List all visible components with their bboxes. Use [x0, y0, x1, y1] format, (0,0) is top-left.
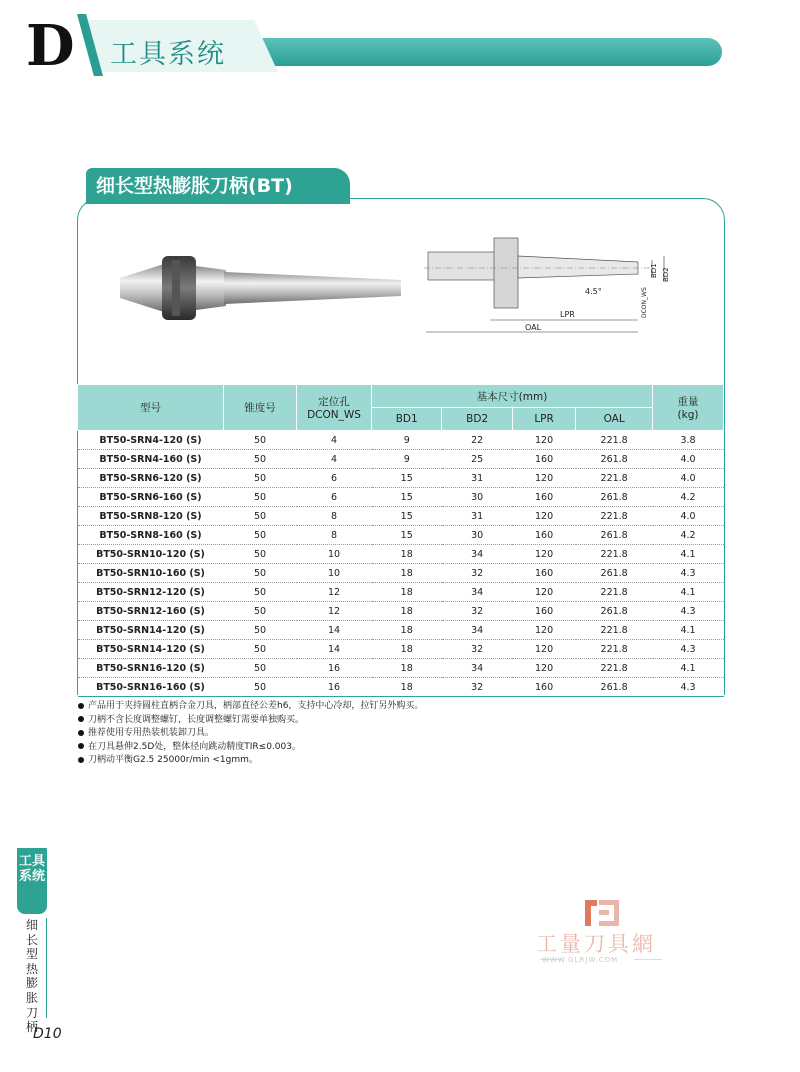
cell-lpr: 120	[512, 621, 575, 640]
cell-lpr: 120	[512, 659, 575, 678]
cell-weight: 4.3	[653, 678, 724, 697]
product-photo	[116, 248, 406, 328]
col-dcon	[297, 385, 372, 431]
table-row	[78, 545, 724, 564]
table-row	[78, 526, 724, 545]
cell-bd2: 34	[442, 621, 512, 640]
cell-lpr: 120	[512, 507, 575, 526]
cell-bd1: 15	[372, 488, 442, 507]
cell-model: BT50-SRN12-160 (S)	[78, 602, 224, 621]
cell-weight: 4.1	[653, 659, 724, 678]
col-taper: 锥度号	[224, 385, 297, 431]
cell-oal: 221.8	[576, 621, 653, 640]
cell-model: BT50-SRN10-160 (S)	[78, 564, 224, 583]
col-weight-line2: (kg)	[677, 409, 699, 421]
col-oal: OAL	[576, 408, 653, 431]
cell-weight: 4.3	[653, 640, 724, 659]
cell-oal: 221.8	[576, 659, 653, 678]
cell-dcon: 6	[297, 488, 372, 507]
cell-bd1: 18	[372, 583, 442, 602]
cell-taper: 50	[224, 678, 297, 697]
cell-taper: 50	[224, 659, 297, 678]
table-row	[78, 488, 724, 507]
col-dcon-line1: 定位孔	[318, 396, 350, 408]
cell-oal: 221.8	[576, 640, 653, 659]
cell-model: BT50-SRN4-160 (S)	[78, 450, 224, 469]
cell-model: BT50-SRN10-120 (S)	[78, 545, 224, 564]
cell-bd1: 15	[372, 507, 442, 526]
cell-model: BT50-SRN4-120 (S)	[78, 431, 224, 450]
chapter-letter: D	[26, 13, 75, 79]
cell-dcon: 6	[297, 469, 372, 488]
cell-taper: 50	[224, 545, 297, 564]
cell-weight: 4.3	[653, 564, 724, 583]
bullet-icon	[78, 716, 84, 722]
table-row	[78, 602, 724, 621]
cell-taper: 50	[224, 488, 297, 507]
cell-model: BT50-SRN6-160 (S)	[78, 488, 224, 507]
cell-weight: 4.0	[653, 507, 724, 526]
cell-oal: 221.8	[576, 545, 653, 564]
note-text: 刀柄动平衡G2.5 25000r/min <1gmm。	[88, 755, 258, 765]
note-item	[78, 714, 423, 728]
side-vertical-label: 细长型热膨胀刀柄	[25, 918, 38, 1035]
cell-oal: 261.8	[576, 526, 653, 545]
notes-list	[78, 700, 423, 768]
cell-lpr: 120	[512, 640, 575, 659]
bullet-icon	[78, 743, 84, 749]
cell-bd2: 30	[442, 488, 512, 507]
section-title: 细长型热膨胀刀柄(BT)	[86, 168, 350, 204]
table-row	[78, 678, 724, 697]
col-weight	[653, 385, 724, 431]
cell-model: BT50-SRN6-120 (S)	[78, 469, 224, 488]
cell-dcon: 8	[297, 507, 372, 526]
col-bd1: BD1	[372, 408, 442, 431]
cell-dcon: 8	[297, 526, 372, 545]
bd1-label: BD1	[650, 263, 658, 278]
col-dcon-line2: DCON_WS	[307, 409, 361, 421]
col-dims: 基本尺寸(mm)	[372, 385, 653, 408]
cell-taper: 50	[224, 621, 297, 640]
cell-oal: 261.8	[576, 678, 653, 697]
cell-bd1: 15	[372, 469, 442, 488]
cell-bd2: 34	[442, 583, 512, 602]
cell-dcon: 14	[297, 621, 372, 640]
cell-bd1: 18	[372, 678, 442, 697]
cell-oal: 261.8	[576, 564, 653, 583]
cell-model: BT50-SRN8-160 (S)	[78, 526, 224, 545]
note-text: 推荐使用专用热装机装卸刀具。	[88, 728, 215, 738]
bd2-label: BD2	[662, 267, 670, 282]
cell-taper: 50	[224, 640, 297, 659]
cell-dcon: 16	[297, 659, 372, 678]
col-lpr: LPR	[512, 408, 575, 431]
side-divider	[46, 918, 47, 1018]
cell-taper: 50	[224, 431, 297, 450]
table-row	[78, 431, 724, 450]
cell-lpr: 160	[512, 564, 575, 583]
bullet-icon	[78, 703, 84, 709]
cell-lpr: 120	[512, 431, 575, 450]
table-row	[78, 640, 724, 659]
cell-model: BT50-SRN8-120 (S)	[78, 507, 224, 526]
note-text: 在刀具悬伸2.5D处，整体径向跳动精度TIR≤0.003。	[88, 741, 301, 752]
cell-bd2: 22	[442, 431, 512, 450]
cell-oal: 261.8	[576, 602, 653, 621]
cell-lpr: 120	[512, 545, 575, 564]
bullet-icon	[78, 757, 84, 763]
note-item	[78, 700, 423, 714]
note-text: 刀柄不含长度调整螺钉，长度调整螺钉需要单独购买。	[88, 714, 305, 725]
cell-lpr: 160	[512, 488, 575, 507]
cell-bd2: 34	[442, 545, 512, 564]
cell-bd2: 32	[442, 602, 512, 621]
side-tab: 工具系统	[17, 848, 47, 914]
cell-taper: 50	[224, 564, 297, 583]
cell-model: BT50-SRN14-120 (S)	[78, 621, 224, 640]
cell-bd1: 18	[372, 659, 442, 678]
cell-bd1: 18	[372, 564, 442, 583]
cell-bd1: 18	[372, 640, 442, 659]
cell-oal: 221.8	[576, 469, 653, 488]
cell-dcon: 12	[297, 602, 372, 621]
cell-lpr: 160	[512, 526, 575, 545]
cell-dcon: 16	[297, 678, 372, 697]
cell-bd1: 9	[372, 450, 442, 469]
cell-model: BT50-SRN16-160 (S)	[78, 678, 224, 697]
cell-taper: 50	[224, 450, 297, 469]
note-item	[78, 754, 423, 768]
watermark-name: 工量刀具網	[536, 932, 656, 956]
col-model: 型号	[78, 385, 224, 431]
table-row	[78, 583, 724, 602]
table-row	[78, 564, 724, 583]
cell-taper: 50	[224, 583, 297, 602]
cell-bd2: 25	[442, 450, 512, 469]
cell-weight: 4.2	[653, 526, 724, 545]
cell-bd2: 31	[442, 507, 512, 526]
cell-oal: 221.8	[576, 583, 653, 602]
cell-model: BT50-SRN12-120 (S)	[78, 583, 224, 602]
note-item	[78, 741, 423, 755]
cell-taper: 50	[224, 469, 297, 488]
cell-oal: 261.8	[576, 488, 653, 507]
watermark-rule-right	[634, 959, 662, 960]
cell-bd1: 9	[372, 431, 442, 450]
bullet-icon	[78, 730, 84, 736]
cell-bd2: 32	[442, 564, 512, 583]
cell-lpr: 160	[512, 678, 575, 697]
note-item	[78, 727, 423, 741]
cell-dcon: 12	[297, 583, 372, 602]
technical-drawing	[420, 232, 670, 342]
cell-dcon: 4	[297, 431, 372, 450]
dcon-label: DCON_WS	[641, 287, 648, 318]
cell-taper: 50	[224, 526, 297, 545]
cell-bd2: 31	[442, 469, 512, 488]
cell-bd2: 32	[442, 678, 512, 697]
table-row	[78, 450, 724, 469]
cell-oal: 221.8	[576, 431, 653, 450]
cell-dcon: 4	[297, 450, 372, 469]
cell-taper: 50	[224, 507, 297, 526]
cell-taper: 50	[224, 602, 297, 621]
table-row	[78, 659, 724, 678]
cell-weight: 3.8	[653, 431, 724, 450]
cell-weight: 4.3	[653, 602, 724, 621]
note-text: 产品用于夹持圆柱直柄合金刀具，柄部直径公差h6，支持中心冷却，拉钉另外购买。	[88, 701, 424, 711]
lpr-label: LPR	[560, 310, 575, 319]
oal-label: OAL	[525, 323, 542, 332]
cell-dcon: 10	[297, 545, 372, 564]
col-weight-line1: 重量	[677, 396, 699, 408]
page-number: D10	[33, 1026, 62, 1042]
cell-weight: 4.2	[653, 488, 724, 507]
cell-bd1: 18	[372, 545, 442, 564]
cell-bd2: 34	[442, 659, 512, 678]
col-bd2: BD2	[442, 408, 512, 431]
cell-lpr: 160	[512, 602, 575, 621]
cell-bd2: 30	[442, 526, 512, 545]
watermark-logo-icon	[583, 898, 623, 928]
cell-lpr: 120	[512, 583, 575, 602]
cell-dcon: 10	[297, 564, 372, 583]
cell-lpr: 160	[512, 450, 575, 469]
cell-bd1: 15	[372, 526, 442, 545]
angle-label: 4.5°	[585, 287, 602, 296]
cell-bd1: 18	[372, 621, 442, 640]
cell-weight: 4.1	[653, 621, 724, 640]
cell-model: BT50-SRN14-120 (S)	[78, 640, 224, 659]
watermark-url: WWW.GLRJW.COM	[542, 956, 619, 964]
cell-model: BT50-SRN16-120 (S)	[78, 659, 224, 678]
cell-lpr: 120	[512, 469, 575, 488]
cell-weight: 4.0	[653, 450, 724, 469]
cell-bd1: 18	[372, 602, 442, 621]
cell-weight: 4.1	[653, 545, 724, 564]
table-row	[78, 507, 724, 526]
cell-weight: 4.0	[653, 469, 724, 488]
cell-bd2: 32	[442, 640, 512, 659]
chapter-title: 工具系统	[110, 39, 226, 70]
cell-weight: 4.1	[653, 583, 724, 602]
cell-dcon: 14	[297, 640, 372, 659]
table-row	[78, 621, 724, 640]
spec-table	[77, 384, 724, 697]
cell-oal: 221.8	[576, 507, 653, 526]
cell-oal: 261.8	[576, 450, 653, 469]
table-row	[78, 469, 724, 488]
